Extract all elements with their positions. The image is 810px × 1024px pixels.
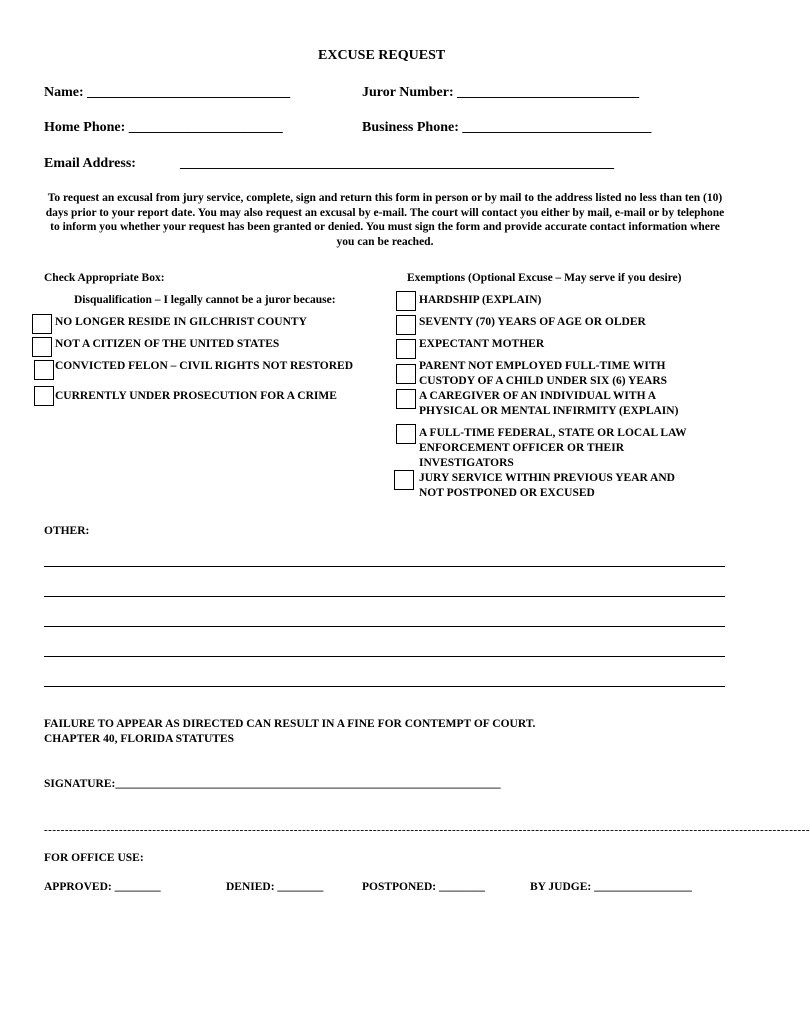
disqualification-checkbox[interactable] <box>34 360 54 380</box>
exemption-label: JURY SERVICE WITHIN PREVIOUS YEAR AND <box>419 472 675 484</box>
separator-line: ---------------------------------------------------------------------------------------------------------------------------------------------------------------------------------------- <box>44 824 810 836</box>
by-judge-field[interactable]: BY JUDGE: _________________ <box>530 881 692 893</box>
exemption-label: HARDSHIP (EXPLAIN) <box>419 294 542 306</box>
disqualification-checkbox[interactable] <box>32 337 52 357</box>
business-phone-field[interactable]: Business Phone: ___________________________ <box>362 120 652 135</box>
other-line[interactable] <box>44 626 725 627</box>
exemption-label: NOT POSTPONED OR EXCUSED <box>419 486 595 499</box>
name-field[interactable]: Name: _____________________________ <box>44 85 291 100</box>
other-line[interactable] <box>44 686 725 687</box>
exemption-label: SEVENTY (70) YEARS OF AGE OR OLDER <box>419 316 646 328</box>
other-line[interactable] <box>44 656 725 657</box>
instructions-paragraph: To request an excusal from jury service, complete, sign and return this form in person or by mail to the address listed no less than ten (10) days prior to your report date. You may also request an excusal by e-mail. The court will contact you either by mail, e-mail or by telephone to inform you whether your request has been granted or denied. You must sign the form and provide accurate contact information where you can be reached. <box>45 192 725 248</box>
exemption-label: INVESTIGATORS <box>419 456 514 469</box>
exemption-checkbox[interactable] <box>396 291 416 311</box>
disqualification-label: CURRENTLY UNDER PROSECUTION FOR A CRIME <box>55 390 337 402</box>
exemption-label: A CAREGIVER OF AN INDIVIDUAL WITH A <box>419 390 657 402</box>
other-label: OTHER: <box>44 525 90 537</box>
approved-field[interactable]: APPROVED: ________ <box>44 881 161 893</box>
warning-line: FAILURE TO APPEAR AS DIRECTED CAN RESULT IN A FINE FOR CONTEMPT OF COURT. <box>44 718 536 730</box>
exemption-checkbox[interactable] <box>394 470 414 490</box>
exemption-checkbox[interactable] <box>396 389 416 409</box>
form-title: EXCUSE REQUEST <box>318 48 446 63</box>
email-label: Email Address: <box>44 156 136 171</box>
exemption-label: PARENT NOT EMPLOYED FULL-TIME WITH <box>419 360 666 372</box>
exemption-checkbox[interactable] <box>396 424 416 444</box>
exemption-checkbox[interactable] <box>396 315 416 335</box>
other-line[interactable] <box>44 566 725 567</box>
disqualification-subheader: Disqualification – I legally cannot be a juror because: <box>74 294 336 306</box>
signature-field[interactable]: SIGNATURE:___________________________________________________________________ <box>44 778 501 790</box>
exemptions-header: Exemptions (Optional Excuse – May serve if you desire) <box>407 272 682 284</box>
exemption-label: EXPECTANT MOTHER <box>419 338 545 350</box>
disqualification-label: NO LONGER RESIDE IN GILCHRIST COUNTY <box>55 316 307 328</box>
check-box-header: Check Appropriate Box: <box>44 272 165 284</box>
disqualification-checkbox[interactable] <box>34 386 54 406</box>
exemption-checkbox[interactable] <box>396 339 416 359</box>
juror-number-field[interactable]: Juror Number: __________________________ <box>362 85 640 100</box>
disqualification-checkbox[interactable] <box>32 314 52 334</box>
disqualification-label: NOT A CITIZEN OF THE UNITED STATES <box>55 338 280 350</box>
other-line[interactable] <box>44 596 725 597</box>
denied-field[interactable]: DENIED: ________ <box>226 881 324 893</box>
email-field[interactable]: ______________________________________________________________ <box>180 156 614 171</box>
statute-line: CHAPTER 40, FLORIDA STATUTES <box>44 733 234 745</box>
exemption-label: ENFORCEMENT OFFICER OR THEIR <box>419 441 625 454</box>
home-phone-field[interactable]: Home Phone: ______________________ <box>44 120 283 135</box>
disqualification-label: CONVICTED FELON – CIVIL RIGHTS NOT RESTORED <box>55 360 354 372</box>
exemption-label: PHYSICAL OR MENTAL INFIRMITY (EXPLAIN) <box>419 404 679 417</box>
exemption-checkbox[interactable] <box>396 364 416 384</box>
exemption-label: A FULL-TIME FEDERAL, STATE OR LOCAL LAW <box>419 427 687 439</box>
office-use-label: FOR OFFICE USE: <box>44 852 144 864</box>
postponed-field[interactable]: POSTPONED: ________ <box>362 881 485 893</box>
exemption-label: CUSTODY OF A CHILD UNDER SIX (6) YEARS <box>419 374 668 387</box>
